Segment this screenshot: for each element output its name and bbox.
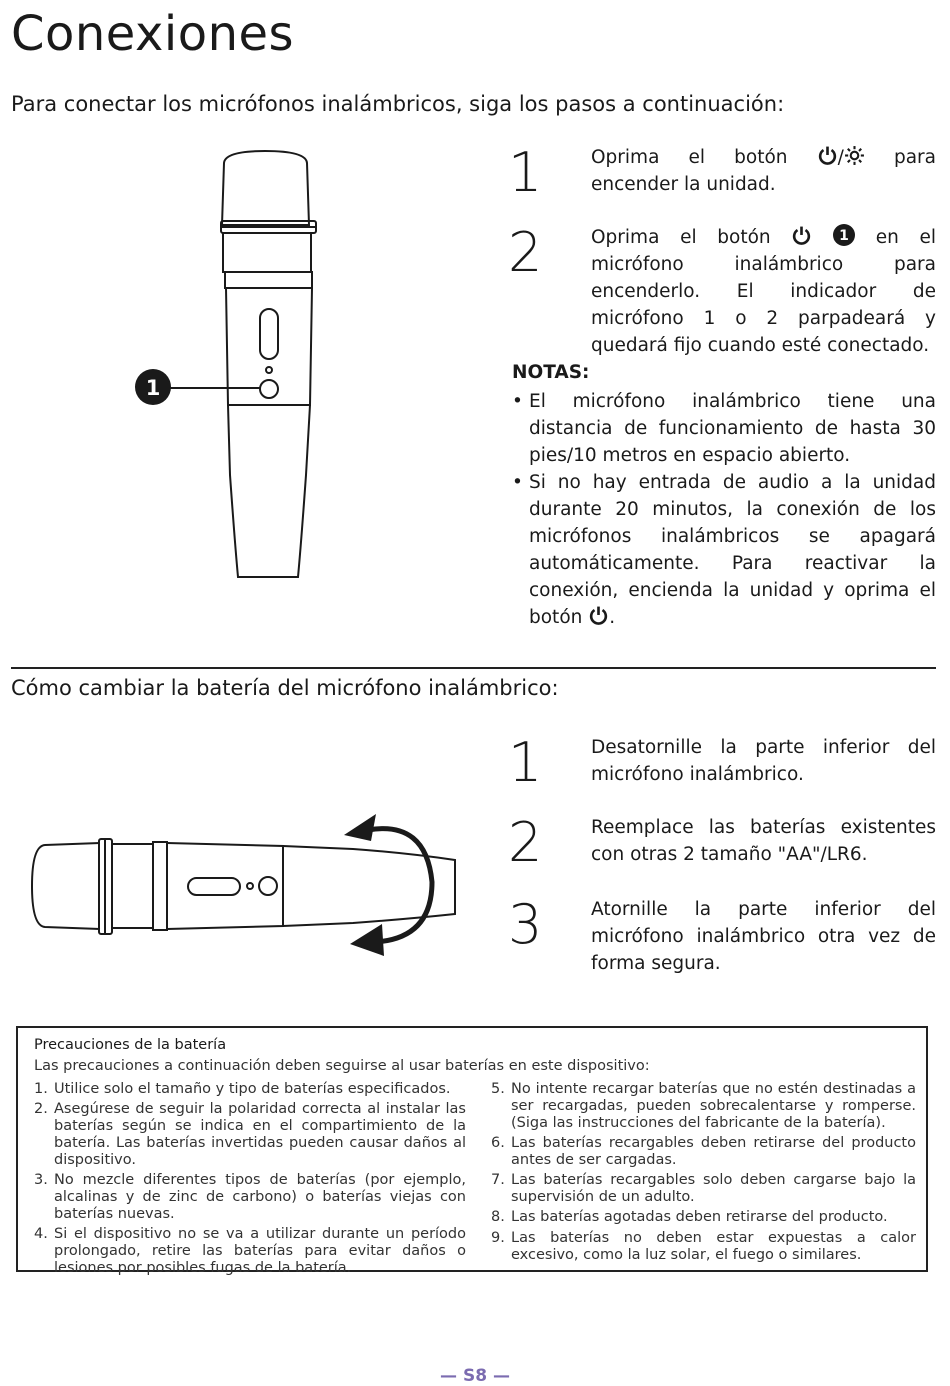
note-end-period: . xyxy=(609,607,616,628)
notes-title: NOTAS: xyxy=(512,362,590,383)
microphone-vertical-illustration xyxy=(125,145,335,585)
step-text-a: Oprima el botón xyxy=(591,227,792,248)
battery-section-title: Cómo cambiar la batería del micrófono inalámbrico: xyxy=(11,676,559,700)
precautions-left-list xyxy=(34,1081,466,1280)
callout-one-icon xyxy=(833,224,855,246)
microphone-horizontal-illustration xyxy=(28,808,463,968)
power-icon xyxy=(791,225,812,246)
precaution-item: 6. Las baterías recargables deben retirarse del producto antes de ser cargadas. xyxy=(491,1134,916,1168)
battery-step-number: 2 xyxy=(508,811,543,874)
callout-one-label: 1 xyxy=(839,228,849,244)
step-text-a: Oprima el botón xyxy=(591,147,817,168)
precaution-item: 3. No mezcle diferentes tipos de baterías (por ejemplo, alcalinas y de zinc de carbono) o baterías viejas con baterías nuevas. xyxy=(34,1172,466,1222)
precaution-item: 8. Las baterías agotadas deben retirarse del producto. xyxy=(491,1209,888,1226)
section-divider xyxy=(11,667,936,669)
note-item: • Si no hay entrada de audio a la unidad durante 20 minutos, la conexión de los micrófonos inalámbricos se apagará automáticamente. Para reactivar la conexión, encienda la unidad y oprima el botón . xyxy=(512,469,936,631)
step-text-b: en el micrófono inalámbrico para encenderlo. El indicador de micrófono 1 o 2 parpadeará y quedará fijo cuando esté conectado. xyxy=(591,227,936,356)
intro-text: Para conectar los micrófonos inalámbricos, siga los pasos a continuación: xyxy=(11,92,785,116)
light-icon xyxy=(844,145,865,166)
note-item: • El micrófono inalámbrico tiene una distancia de funcionamiento de hasta 30 pies/10 metros en espacio abierto. xyxy=(512,388,936,469)
power-icon xyxy=(588,605,609,626)
step-number: 2 xyxy=(508,221,543,284)
step-text xyxy=(591,224,936,359)
precaution-item: 9. Las baterías no deben estar expuestas a calor excesivo, como la luz solar, el fuego o similares. xyxy=(491,1229,916,1263)
step-number: 1 xyxy=(508,141,543,204)
precautions-right-list xyxy=(491,1081,916,1267)
battery-step-text: Atornille la parte inferior del micrófono inalámbrico otra vez de forma segura. xyxy=(591,899,936,974)
battery-step-text: Reemplace las baterías existentes con otras 2 tamaño "AA"/LR6. xyxy=(591,817,936,865)
step-text-b: para encender la unidad. xyxy=(591,147,936,195)
precaution-item: 2. Asegúrese de seguir la polaridad correcta al instalar las baterías según se indica en el compartimiento de la batería. Las baterías invertidas pueden causar daños al dispositivo. xyxy=(34,1101,466,1168)
battery-step-text: Desatornille la parte inferior del micrófono inalámbrico. xyxy=(591,737,936,785)
power-icon xyxy=(817,145,838,166)
precaution-item: 7. Las baterías recargables solo deben cargarse bajo la supervisión de un adulto. xyxy=(491,1172,916,1205)
battery-step-number: 3 xyxy=(508,893,543,956)
battery-precautions-box xyxy=(16,1026,928,1276)
precaution-item: 4. Si el dispositivo no se va a utilizar durante un período prolongado, retire las baterías para evitar daños o lesiones por posibles fugas de la batería. xyxy=(34,1226,466,1276)
step-text xyxy=(591,144,936,198)
callout-label: 1 xyxy=(145,376,161,400)
page-title: Conexiones xyxy=(11,6,295,62)
precautions-intro: Las precauciones a continuación deben seguirse al usar baterías en este dispositivo: xyxy=(34,1058,650,1074)
precaution-item: 1. Utilice solo el tamaño y tipo de baterías especificados. xyxy=(34,1081,451,1097)
precautions-title: Precauciones de la batería xyxy=(34,1037,227,1053)
precaution-item: 5. No intente recargar baterías que no estén destinadas a ser recargadas, pueden sobrecalentarse y romperse. (Siga las instrucciones del fabricante de la batería). xyxy=(491,1081,916,1131)
page-number: — S8 — xyxy=(440,1366,510,1386)
notes-list xyxy=(512,388,936,631)
battery-step-number: 1 xyxy=(508,731,543,794)
slash-separator: / xyxy=(837,147,844,168)
